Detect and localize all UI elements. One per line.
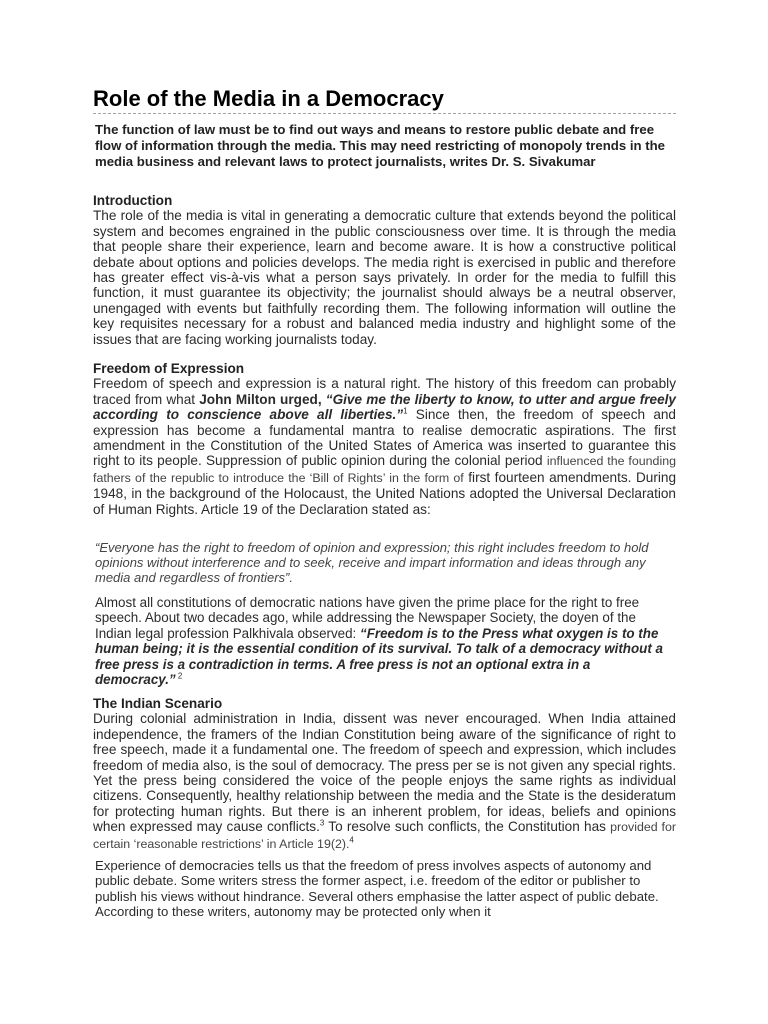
footnote-3: 3 <box>319 818 325 828</box>
footnote-2: 2 <box>175 671 183 681</box>
indian-scenario-section <box>93 696 676 852</box>
article-lead: The function of law must be to find out ways and means to restore public debate and free flow of information through the media. This may need restricting of monopoly trends in the media business and relevant laws to protect journalists, writes Dr. S. Sivakumar <box>95 122 666 169</box>
indian-scenario-heading: The Indian Scenario <box>93 696 223 711</box>
milton-name: John Milton urged, <box>199 391 326 407</box>
freedom-paragraph: Freedom of speech and expression is a natural right. The history of this freedom can probably traced from what John Milton urged, “Give me the liberty to know, to utter and argue freely according to conscience above all liberties.”$^1$ Since then, the freedom of speech and expression has become a fundamental mantra to realise democratic aspirations. The first amendment in the Constitution of the United States of America was inserted to guarantee this right to its people. Suppression of public opinion during the colonial period influenced the founding fathers of the republic to introduce the ‘Bill of Rights’ in the form of first fourteen amendments. During 1948, in the background of the Holocaust, the United Nations adopted the Universal Declaration of Human Rights. Article 19 of the Declaration stated as: <box>93 376 676 517</box>
introduction-section <box>93 193 676 347</box>
milton-quote: “Give me the liberty to know, to utter and argue freely according to conscience above all liberties.” <box>93 391 676 423</box>
palkhivala-paragraph: Almost all constitutions of democratic nations have given the prime place for the right to free speech. About two decades ago, while addressing the Newspaper Society, the doyen of the Indian legal profession Palkhivala observed: “Freedom is to the Press what oxygen is to the human being; it is the essential condition of its survival. To talk of a democracy without a free press is a contradiction in terms. A free press is not an optional extra in a democracy.” $^2$ <box>95 595 663 688</box>
freedom-section <box>93 361 676 517</box>
indian-scenario-paragraph: During colonial administration in India, dissent was never encouraged. When India attained independence, the framers of the Indian Constitution being aware of the significance of right to free speech, made it a fundamental one. The freedom of speech and expression, which includes freedom of media also, is the soul of democracy. The press per se is not given any special rights. Yet the press being considered the voice of the people enjoys the same rights as individual citizens. Consequently, healthy relationship between the media and the State is the desideratum for protecting human rights. But there is an inherent problem, for ideas, beliefs and opinions when expressed may cause conflicts.$^3$ To resolve such conflicts, the Constitution has provided for certain ‘reasonable restrictions’ in Article 19(2).$^4$ <box>93 711 677 851</box>
experience-paragraph: Experience of democracies tells us that the freedom of press involves aspects of autonomy and public debate. Some writers stress the former aspect, i.e. freedom of the editor or publisher to publish his views without hindrance. Several others emphasise the latter aspect of public debate. According to these writers, autonomy may be protected only when it <box>95 858 659 920</box>
introduction-heading: Introduction <box>93 193 173 208</box>
freedom-heading: Freedom of Expression <box>93 361 245 376</box>
palkhivala-quote: “Freedom is to the Press what oxygen is to the human being; it is the essential condition of its survival. To talk of a democracy without a free press is a contradiction in terms. A free press is not an optional extra in a democracy.” <box>95 625 663 688</box>
udhr-quote: “Everyone has the right to freedom of opinion and expression; this right includes freedom to hold opinions without interference and to seek, receive and impart information and ideas through any media and regardless of frontiers”. <box>95 540 649 586</box>
footnote-1: 1 <box>403 406 408 416</box>
introduction-paragraph: The role of the media is vital in generating a democratic culture that extends beyond the political system and becomes engrained in the public consciousness over time. It is through the media that people share their experience, learn and become aware. It is how a constructive political debate about options and policies develops. The media right is exercised in public and therefore has greater effect vis-à-vis what a person says privately. In order for the media to fulfill this function, it must guarantee its objectivity; the journalist should always be a neutral observer, unengaged with events but faithfully recording them. The following information will outline the key requisites necessary for a robust and balanced media industry and highlight some of the issues that are facing working journalists today. <box>93 208 676 347</box>
footnote-4: 4 <box>349 835 354 845</box>
article-title: Role of the Media in a Democracy <box>93 86 676 114</box>
